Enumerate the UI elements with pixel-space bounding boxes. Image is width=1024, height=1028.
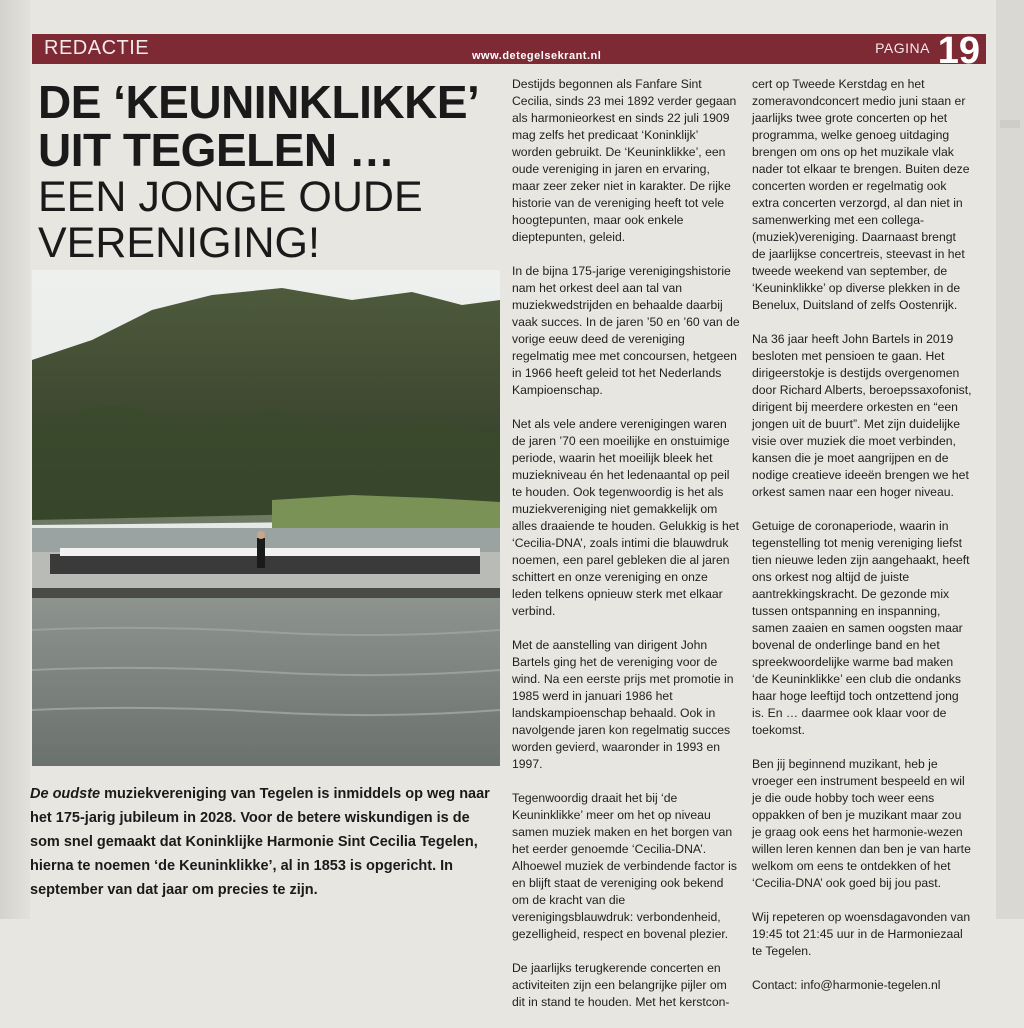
section-label: REDACTIE	[44, 37, 150, 59]
headline-line-4: VERENIGING!	[38, 219, 320, 267]
page-label: PAGINA	[875, 40, 930, 56]
contact-line[interactable]: Contact: info@harmonie-tegelen.nl	[752, 978, 941, 992]
lead-emphasis: De oudste	[30, 786, 101, 802]
headline-line-3: EEN JONGE OUDE	[38, 173, 423, 221]
paragraph: In de bijna 175-jarige verenigingshistorie nam het orkest deel aan tal van muziekwedstrijden en behaalde daarbij vaak succes. In de jaren ’50 en ’60 van de vorige eeuw deed de vereniging regelmatig mee met concoursen, hetgeen in 1966 heeft geleid tot het Nederlands Kampioenschap.	[512, 264, 740, 397]
paragraph: Ben jij beginnend muzikant, heb je vroeger een instrument bespeeld en wil je die oude hobby toch weer eens oppakken of ben je muzikant maar zou je graag ook eens het harmonie-wezen willen leren kennen dan ben je van harte welkom om eens te ontdekken of het ‘Cecilia-DNA’ ook goed bij jou past.	[752, 757, 971, 890]
paragraph: Met de aanstelling van dirigent John Bartels ging het de vereniging voor de wind. Na een eerste prijs met promotie in 1985 werd in januari 1986 het landskampioenschap behaald. Ook in navolgende jaren kon regelmatig succes worden gevierd, waaronder in 1993 en 1997.	[512, 638, 734, 771]
paragraph: De jaarlijks terugkerende concerten en activiteiten zijn een belangrijke pijler om dit in stand te houden. Met het kerstcon-	[512, 961, 730, 1009]
headline-line-2: UIT TEGELEN …	[38, 124, 395, 176]
lead-text: muziekvereniging van Tegelen is inmiddels op weg naar het 175-jarig jubileum in 2028. Voor de betere wiskundigen is de som snel gemaakt dat Koninklijke Harmonie Sint Cecilia Tegelen, hierna te noemen ‘de Keuninklikke’, al in 1853 is opgericht. In september van dat jaar om precies te zijn.	[30, 786, 490, 898]
paragraph: cert op Tweede Kerstdag en het zomeravondconcert medio juni staan er jaarlijks twee grote concerten op het programma, welke genoeg uitdaging brengen om ons op het muzikale vlak nader tot elkaar te brengen. Buiten deze concerten worden er regelmatig ook extra concerten verzorgd, al dan niet in samenwerking met een collega-(muziek)vereniging. Daarnaast brengt de jaarlijkse concertreis, steevast in het tweede weekend van september, de ‘Keuninklikke’ op diverse plekken in de Benelux, Duitsland of zelfs Oostenrijk.	[752, 77, 970, 312]
newspaper-url[interactable]: www.detegelsekrant.nl	[472, 50, 602, 62]
paragraph: Wij repeteren op woensdagavonden van 19:45 tot 21:45 uur in de Harmoniezaal te Tegelen.	[752, 910, 971, 958]
paragraph: Net als vele andere verenigingen waren de jaren ’70 een moeilijke en onstuimige periode, waarin het moeilijk bleek het muziekniveau én het ledenaantal op peil te houden. Ook tegenwoordig is het als muziekvereniging niet gemakkelijk om alles draaiende te houden. Gelukkig is het ‘Cecilia-DNA’, zoals intimi die blauwdruk noemen, een parel gebleken die al jaren schittert en onze vereniging en onze leden telkens opnieuw sterk met elkaar verbind.	[512, 417, 739, 618]
article-lead	[30, 782, 500, 902]
headline-line-1: DE ‘KEUNINKLIKKE’	[38, 76, 480, 128]
paragraph: Tegenwoordig draait het bij ‘de Keuninklikke’ meer om het op niveau samen muziek maken en het borgen van het eerder genoemde ‘Cecilia-DNA’. Alhoewel muziek de verbindende factor is en blijft staat de vereniging ook bekend om de kracht van die verenigingsblauwdruk: verbondenheid, gezelligheid, respect en bovenal plezier.	[512, 791, 737, 941]
section-header-bar	[32, 30, 986, 72]
paragraph: Getuige de coronaperiode, waarin in tegenstelling tot menig vereniging liefst tien nieuwe leden zijn aangehaakt, heeft ons orkest nog altijd de juiste aantrekkingskracht. De gezonde mix tussen ontspanning en inspanning, samen zaaien en samen oogsten maar bovenal de onderlinge band en het spreekwoordelijke warme bad maken ‘de Keuninklikke’ een club die ondanks haar hoge leeftijd toch ontzettend jong is. En … daarmee ook klaar voor de toekomst.	[752, 519, 970, 737]
orchestra-lake-photo	[32, 270, 500, 766]
article-column-3	[752, 76, 972, 1011]
article-column-2	[512, 76, 740, 1028]
adjacent-page-edge-right	[996, 0, 1024, 919]
adjacent-page-edge-left	[0, 0, 30, 919]
ghost-text-mark	[1000, 120, 1020, 128]
article-headline	[38, 78, 498, 266]
paragraph: Destijds begonnen als Fanfare Sint Cecilia, sinds 23 mei 1892 verder gegaan als harmonieorkest en sinds 22 juli 1909 mag zelfs het predicaat ‘Koninklijk’ worden gebruikt. De ‘Keuninklikke’, een oude vereniging in jaren en ervaring, maar zeer zeker niet in karakter. De rijke historie van de vereniging heeft tot vele hoogtepunten, maar ook enkele dieptepunten, geleid.	[512, 77, 737, 244]
photo-illustration	[32, 270, 500, 766]
page-number: 19	[937, 30, 980, 72]
paragraph: Na 36 jaar heeft John Bartels in 2019 besloten met pensioen te gaan. Het dirigeerstokje is destijds overgenomen door Richard Alberts, beroepssaxofonist, dirigent bij meerdere orkesten en “een jongen uit de buurt”. Met zijn duidelijke visie over muziek die moet verbinden, kansen die je moet aangrijpen en de nodige creatieve ideeën brengen we het orkest samen naar een hoger niveau.	[752, 332, 972, 499]
